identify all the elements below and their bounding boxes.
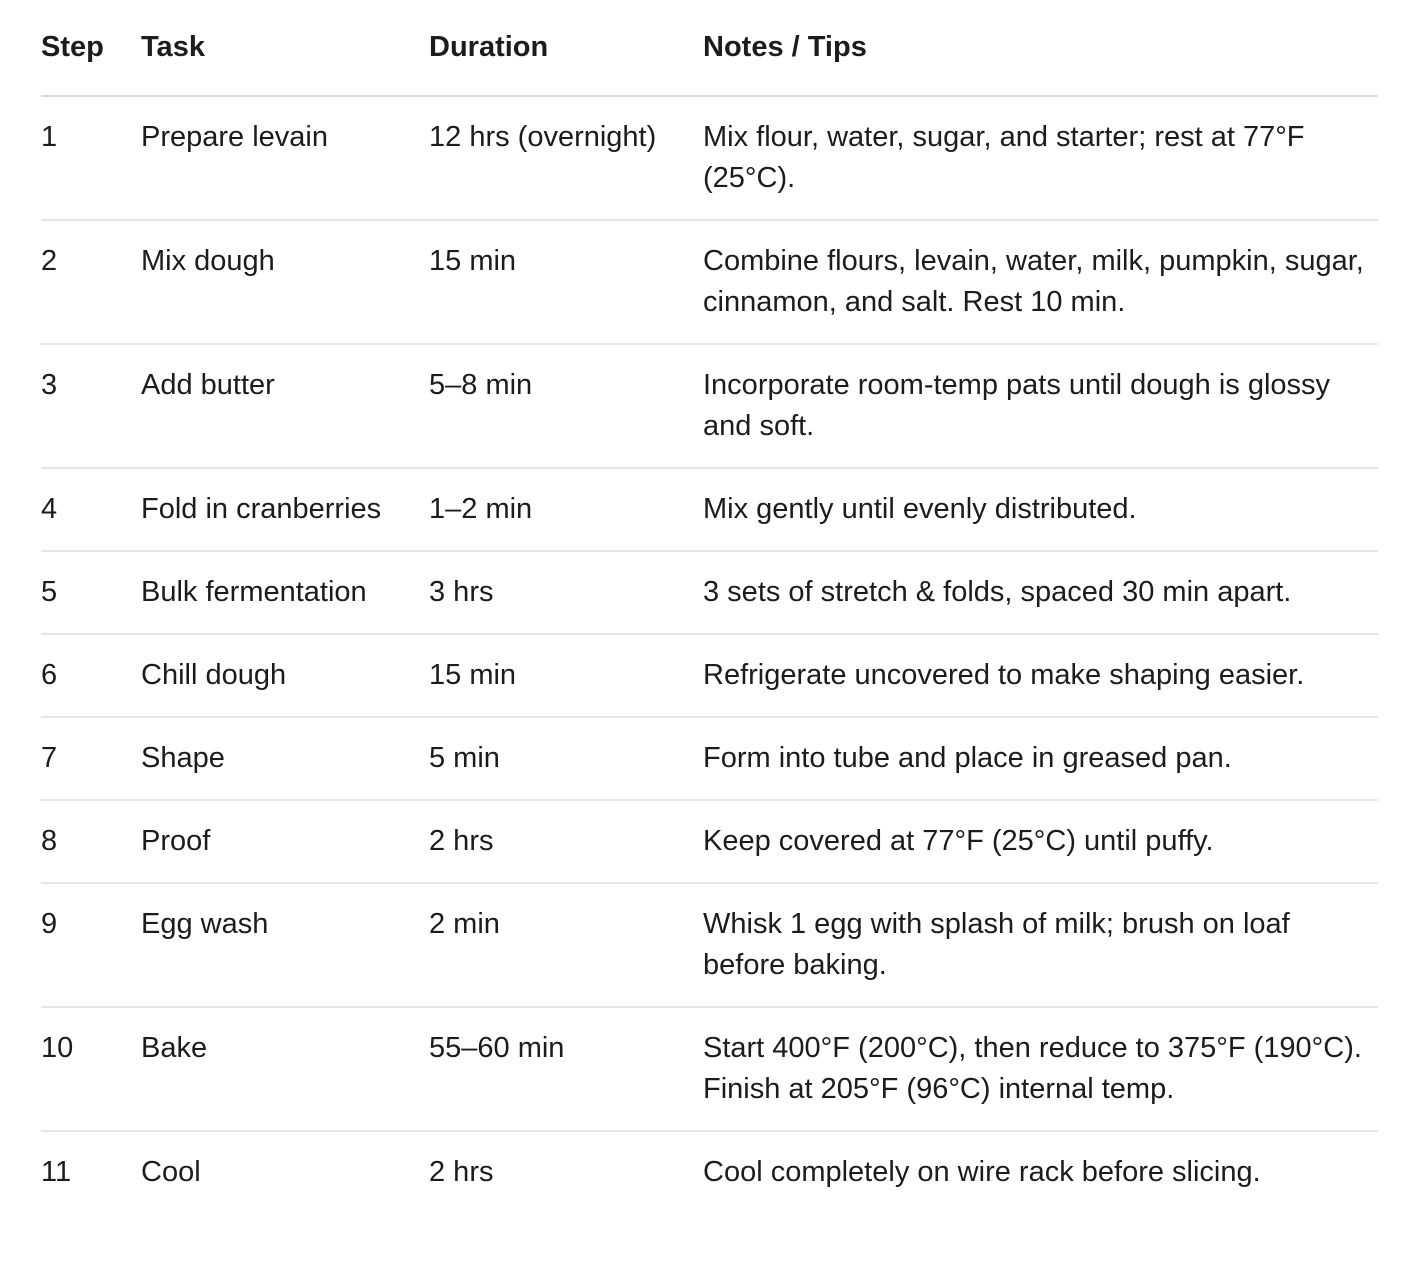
duration-value: 1–2 min	[429, 493, 533, 525]
table-row	[41, 800, 1378, 883]
task-name: Mix dough	[141, 245, 275, 277]
cell-duration	[429, 800, 703, 883]
cell-notes	[703, 468, 1378, 551]
cell-notes	[703, 800, 1378, 883]
cell-notes	[703, 1007, 1378, 1131]
cell-step	[41, 1131, 141, 1213]
cell-notes	[703, 344, 1378, 468]
table-row	[41, 717, 1378, 800]
step-number: 11	[41, 1156, 72, 1188]
task-name: Chill dough	[141, 659, 287, 691]
duration-value: 12 hrs (overnight)	[429, 121, 657, 153]
schedule-table	[41, 0, 1378, 1213]
cell-notes	[703, 551, 1378, 634]
cell-step	[41, 468, 141, 551]
duration-value: 15 min	[429, 245, 517, 277]
task-name: Proof	[141, 825, 211, 857]
cell-step	[41, 220, 141, 344]
duration-value: 2 hrs	[429, 1156, 494, 1188]
table-row	[41, 883, 1378, 1007]
cell-duration	[429, 1007, 703, 1131]
duration-value: 5–8 min	[429, 369, 533, 401]
task-name: Bulk fermentation	[141, 576, 367, 608]
notes-text: Whisk 1 egg with splash of milk; brush on loaf before baking.	[703, 908, 1290, 981]
cell-task	[141, 634, 429, 717]
table-row	[41, 1007, 1378, 1131]
notes-text: Mix flour, water, sugar, and starter; rest at 77°F (25°C).	[703, 121, 1305, 194]
cell-task	[141, 883, 429, 1007]
notes-text: Refrigerate uncovered to make shaping easier.	[703, 659, 1305, 691]
cell-notes	[703, 220, 1378, 344]
cell-step	[41, 883, 141, 1007]
step-number: 6	[41, 659, 58, 691]
notes-text: Start 400°F (200°C), then reduce to 375°F (190°C). Finish at 205°F (96°C) internal temp.	[703, 1032, 1362, 1105]
header-task: Task	[141, 0, 429, 96]
cell-task	[141, 96, 429, 220]
notes-text: Combine flours, levain, water, milk, pumpkin, sugar, cinnamon, and salt. Rest 10 min.	[703, 245, 1364, 318]
cell-step	[41, 551, 141, 634]
notes-text: Cool completely on wire rack before slicing.	[703, 1156, 1261, 1188]
task-name: Prepare levain	[141, 121, 328, 153]
step-number: 8	[41, 825, 58, 857]
task-name: Shape	[141, 742, 225, 774]
step-number: 9	[41, 908, 58, 940]
cell-task	[141, 717, 429, 800]
notes-text: 3 sets of stretch & folds, spaced 30 min apart.	[703, 576, 1292, 608]
table-row	[41, 220, 1378, 344]
table-row	[41, 1131, 1378, 1213]
duration-value: 5 min	[429, 742, 500, 774]
table-row	[41, 96, 1378, 220]
cell-duration	[429, 344, 703, 468]
cell-duration	[429, 634, 703, 717]
task-name: Fold in cranberries	[141, 493, 382, 525]
schedule-table-container	[41, 0, 1378, 1213]
cell-task	[141, 800, 429, 883]
step-number: 4	[41, 493, 58, 525]
cell-step	[41, 800, 141, 883]
cell-notes	[703, 634, 1378, 717]
step-number: 2	[41, 245, 58, 277]
notes-text: Keep covered at 77°F (25°C) until puffy.	[703, 825, 1214, 857]
task-name: Cool	[141, 1156, 201, 1188]
duration-value: 3 hrs	[429, 576, 494, 608]
task-name: Egg wash	[141, 908, 269, 940]
table-row	[41, 344, 1378, 468]
duration-value: 15 min	[429, 659, 517, 691]
cell-task	[141, 220, 429, 344]
step-number: 5	[41, 576, 58, 608]
step-number: 1	[41, 121, 58, 153]
cell-notes	[703, 1131, 1378, 1213]
cell-duration	[429, 551, 703, 634]
cell-step	[41, 1007, 141, 1131]
duration-value: 55–60 min	[429, 1032, 565, 1064]
cell-step	[41, 96, 141, 220]
table-body	[41, 96, 1378, 1213]
cell-notes	[703, 96, 1378, 220]
cell-task	[141, 344, 429, 468]
cell-duration	[429, 1131, 703, 1213]
table-header	[41, 0, 1378, 96]
cell-task	[141, 1131, 429, 1213]
table-row	[41, 634, 1378, 717]
cell-step	[41, 634, 141, 717]
cell-duration	[429, 468, 703, 551]
cell-duration	[429, 883, 703, 1007]
cell-task	[141, 1007, 429, 1131]
header-duration: Duration	[429, 0, 703, 96]
table-row	[41, 551, 1378, 634]
cell-duration	[429, 220, 703, 344]
cell-step	[41, 717, 141, 800]
cell-task	[141, 551, 429, 634]
cell-task	[141, 468, 429, 551]
notes-text: Mix gently until evenly distributed.	[703, 493, 1137, 525]
duration-value: 2 hrs	[429, 825, 494, 857]
task-name: Bake	[141, 1032, 208, 1064]
cell-duration	[429, 96, 703, 220]
step-number: 3	[41, 369, 58, 401]
step-number: 10	[41, 1032, 74, 1064]
cell-notes	[703, 883, 1378, 1007]
header-row	[41, 0, 1378, 96]
cell-notes	[703, 717, 1378, 800]
table-row	[41, 468, 1378, 551]
cell-step	[41, 344, 141, 468]
cell-duration	[429, 717, 703, 800]
task-name: Add butter	[141, 369, 275, 401]
header-notes: Notes / Tips	[703, 0, 1378, 96]
notes-text: Incorporate room-temp pats until dough is glossy and soft.	[703, 369, 1331, 442]
duration-value: 2 min	[429, 908, 500, 940]
notes-text: Form into tube and place in greased pan.	[703, 742, 1232, 774]
header-step: Step	[41, 0, 141, 96]
step-number: 7	[41, 742, 58, 774]
